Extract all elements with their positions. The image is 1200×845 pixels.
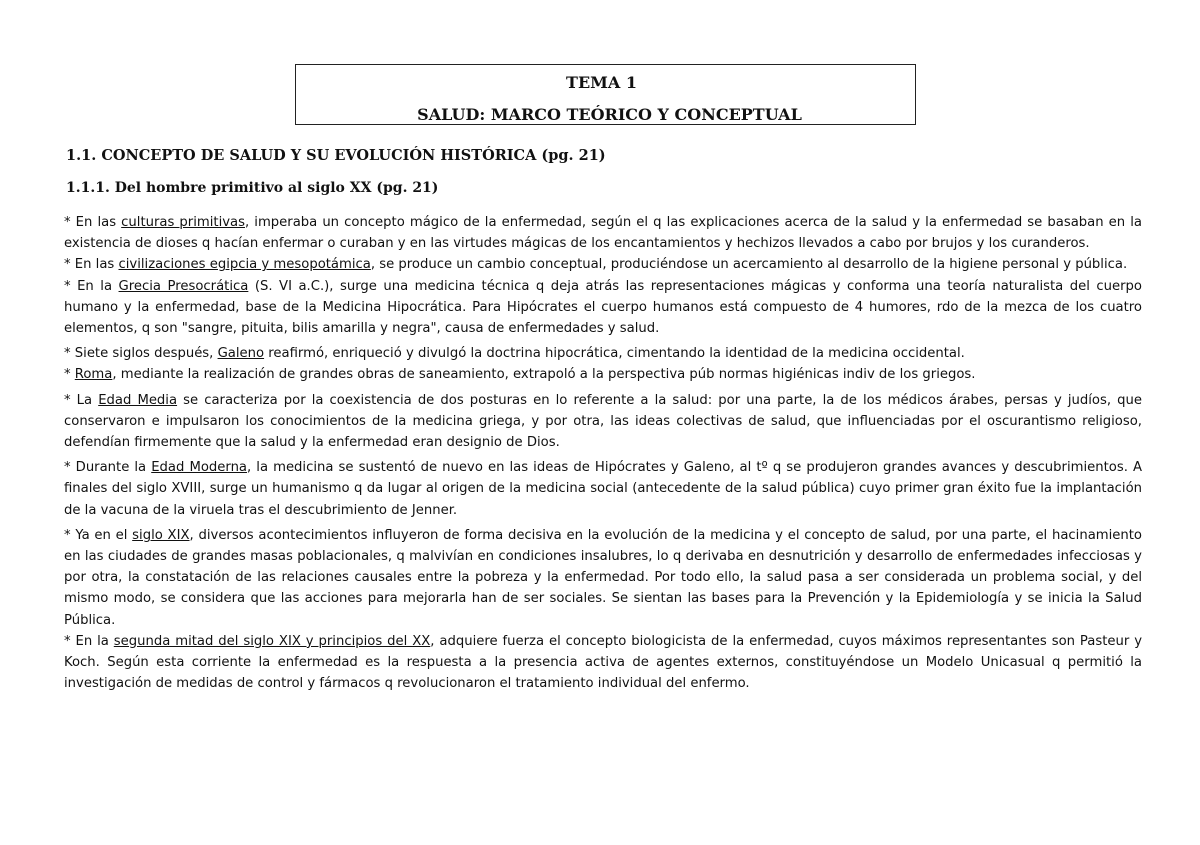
paragraph-galeno — [64, 343, 1142, 364]
paragraph-text: reafirmó, enriqueció y divulgó la doctrina hipocrática, cimentando la identidad de la medicina occidental. — [264, 346, 965, 362]
paragraph-keyword: culturas primitivas — [121, 215, 245, 230]
paragraph-roma — [64, 364, 1142, 385]
paragraph-presocratic-greece — [64, 276, 1142, 340]
paragraph-keyword: Grecia Presocrática — [118, 278, 249, 294]
paragraph-keyword: segunda mitad del siglo XIX y principios del XX — [113, 633, 431, 649]
tema-title: TEMA 1 — [566, 73, 637, 92]
paragraph-text: , imperaba un concepto mágico de la enfermedad, según el q las explicaciones acerca de la salud y la enfermedad se basaban en la existencia de dioses q hacían enfermar o curaban y en las virtudes mágicas de los encantamientos y hechizos llevados a cabo por brujos y los curanderos. — [64, 215, 1142, 252]
paragraph-lead: * En las — [64, 257, 119, 273]
paragraph-text: , mediante la realización de grandes obras de saneamiento, extrapoló a la perspectiva púb normas higiénicas indiv de los griegos. — [112, 367, 976, 383]
paragraph-egypt-mesopotamia — [64, 254, 1142, 275]
paragraph-lead: * En la — [64, 278, 119, 294]
paragraph-text: (S. VI a.C.), surge una medicina técnica q deja atrás las representaciones mágicas y conforma una teoría naturalista del cuerpo humano y la enfermedad, base de la Medicina Hipocrática. Para Hipócrates el cuerpo humanos está compuesto de 4 humores, rdo de la mezca de los cuatro elementos, q son "sangre, pituita, bilis amarilla y negra", causa de enfermedades y salud. — [64, 278, 1142, 337]
paragraph-siglo-xx — [64, 631, 1142, 695]
subsection-heading: 1.1.1. Del hombre primitivo al siglo XX (pg. 21) — [66, 180, 439, 196]
paragraph-primitive-cultures — [64, 212, 1142, 254]
paragraph-keyword: Edad Media — [98, 392, 178, 408]
paragraph-edad-media — [64, 390, 1142, 454]
paragraph-keyword: Edad Moderna — [151, 460, 248, 476]
paragraph-lead: * La — [64, 392, 99, 408]
title-box — [295, 64, 916, 125]
paragraph-edad-moderna — [64, 457, 1142, 521]
paragraph-lead: * Durante la — [64, 460, 152, 476]
paragraph-keyword: siglo XIX — [132, 527, 190, 543]
paragraph-lead: * Ya en el — [64, 527, 133, 543]
document-body — [64, 212, 1142, 694]
paragraph-text: , diversos acontecimientos influyeron de forma decisiva en la evolución de la medicina y el concepto de salud, por una parte, el hacinamiento en las ciudades de grandes masas poblacionales, q malvivían en condiciones insalubres, lo q derivaba en desnutrición y desarrollo de enfermedades infecciosas y por otra, la constatación de las relaciones causales entre la pobreza y la enfermedad. Por todo ello, la salud pasa a ser considerada un problema social, y del mismo modo, se considera que las acciones para mejorarla han de ser sociales. Se sientan las bases para la Prevención y la Epidemiología y se inicia la Salud Pública. — [64, 527, 1142, 628]
paragraph-text: se caracteriza por la coexistencia de dos posturas en lo referente a la salud: por una parte, la de los médicos árabes, persas y judíos, que conservaron e impulsaron los conocimientos de la medicina griega, y por otra, las ideas colectivas de salud, que influenciadas por el oscurantismo religioso, defendían firmemente que la salud y la enfermedad eran designio de Dios. — [64, 392, 1142, 451]
paragraph-lead: * En la — [64, 633, 114, 649]
paragraph-text: , adquiere fuerza el concepto biologicista de la enfermedad, cuyos máximos representantes son Pasteur y Koch. Según esta corriente la enfermedad es la respuesta a la presencia activa de agentes externos, constituyéndose un Modelo Unicasual q permitió la investigación de medidas de control y fármacos q revolucionaron el tratamiento individual del enfermo. — [64, 633, 1143, 692]
paragraph-text: , la medicina se sustentó de nuevo en las ideas de Hipócrates y Galeno, al tº q se produjeron grandes avances y descubrimientos. A finales del siglo XVIII, surge un humanismo q da lugar al origen de la medicina social (antecedente de la salud pública) cuyo primer gran éxito fue la implantación de la vacuna de la viruela tras el descubrimiento de Jenner. — [64, 460, 1142, 518]
section-heading: 1.1. CONCEPTO DE SALUD Y SU EVOLUCIÓN HISTÓRICA (pg. 21) — [66, 147, 606, 164]
paragraph-keyword: Galeno — [217, 346, 265, 362]
paragraph-lead: * Siete siglos después, — [64, 346, 218, 362]
paragraph-siglo-xix — [64, 525, 1142, 631]
paragraph-lead: * — [64, 367, 75, 383]
paragraph-keyword: civilizaciones egipcia y mesopotámica — [118, 257, 371, 273]
paragraph-lead: * En las — [64, 215, 122, 230]
paragraph-keyword: Roma — [74, 367, 113, 383]
paragraph-text: , se produce un cambio conceptual, produciéndose un acercamiento al desarrollo de la higiene personal y pública. — [370, 257, 1128, 273]
tema-subtitle: SALUD: MARCO TEÓRICO Y CONCEPTUAL — [417, 105, 802, 124]
